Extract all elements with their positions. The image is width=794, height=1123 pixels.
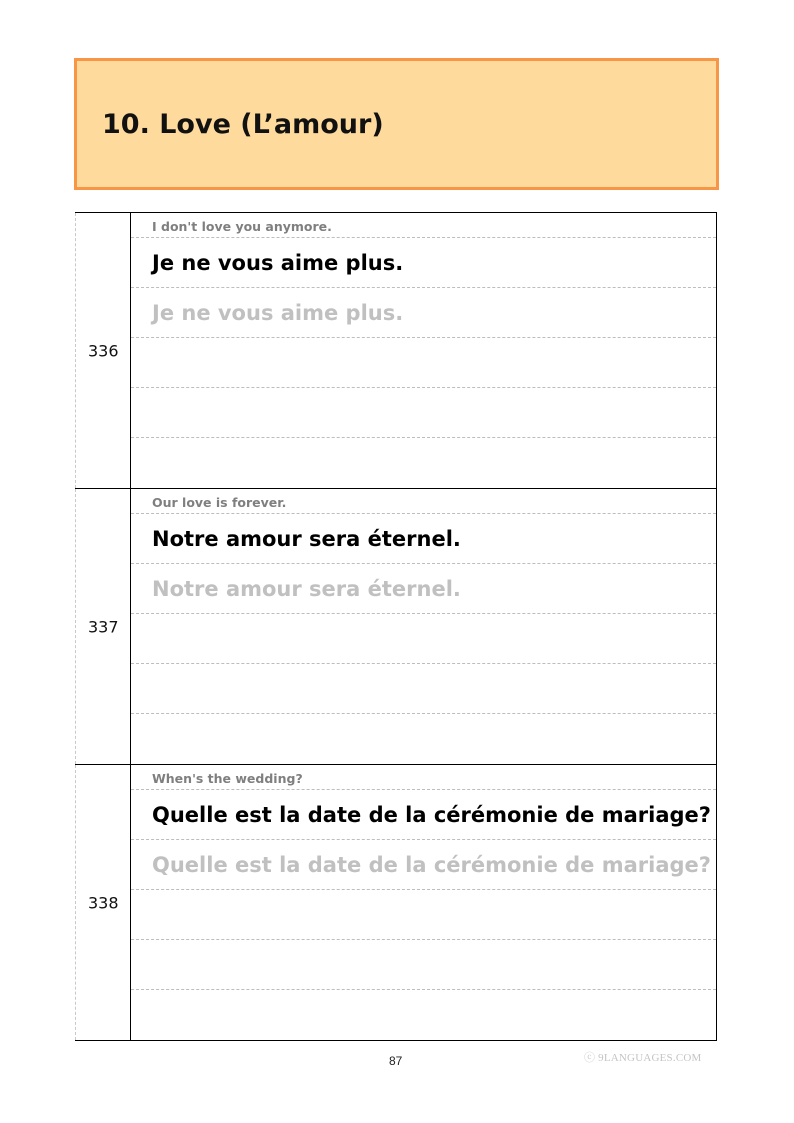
blank-writing-line	[131, 664, 716, 714]
writing-lines	[131, 213, 716, 488]
trace-sentence: Quelle est la date de la cérémonie de mariage?	[131, 840, 716, 890]
writing-lines	[131, 765, 716, 1040]
blank-writing-line	[131, 940, 716, 990]
blank-writing-line	[131, 890, 716, 940]
writing-lines	[131, 489, 716, 764]
french-sentence: Quelle est la date de la cérémonie de mariage?	[131, 790, 716, 840]
french-sentence: Je ne vous aime plus.	[131, 238, 716, 288]
practice-entry	[75, 488, 717, 764]
blank-writing-line	[131, 388, 716, 438]
practice-entry	[75, 764, 717, 1041]
blank-writing-line	[131, 338, 716, 388]
chapter-title-box	[74, 58, 719, 190]
english-sentence: Our love is forever.	[131, 489, 716, 514]
entry-number-cell	[75, 213, 131, 488]
entry-number-cell	[75, 489, 131, 764]
chapter-title: 10. Love (L’amour)	[102, 109, 384, 140]
blank-writing-line	[131, 438, 716, 489]
entry-number: 336	[88, 341, 119, 360]
practice-table	[75, 212, 717, 1041]
english-sentence: I don't love you anymore.	[131, 213, 716, 238]
trace-sentence: Notre amour sera éternel.	[131, 564, 716, 614]
practice-entry	[75, 212, 717, 488]
blank-writing-line	[131, 614, 716, 664]
french-sentence: Notre amour sera éternel.	[131, 514, 716, 564]
copyright-notice: ⓒ 9LANGUAGES.COM	[584, 1052, 702, 1064]
page-number: 87	[389, 1054, 403, 1068]
entry-number-cell	[75, 765, 131, 1040]
blank-writing-line	[131, 714, 716, 765]
english-sentence: When's the wedding?	[131, 765, 716, 790]
entry-number: 337	[88, 617, 119, 636]
blank-writing-line	[131, 990, 716, 1041]
trace-sentence: Je ne vous aime plus.	[131, 288, 716, 338]
entry-number: 338	[88, 893, 119, 912]
